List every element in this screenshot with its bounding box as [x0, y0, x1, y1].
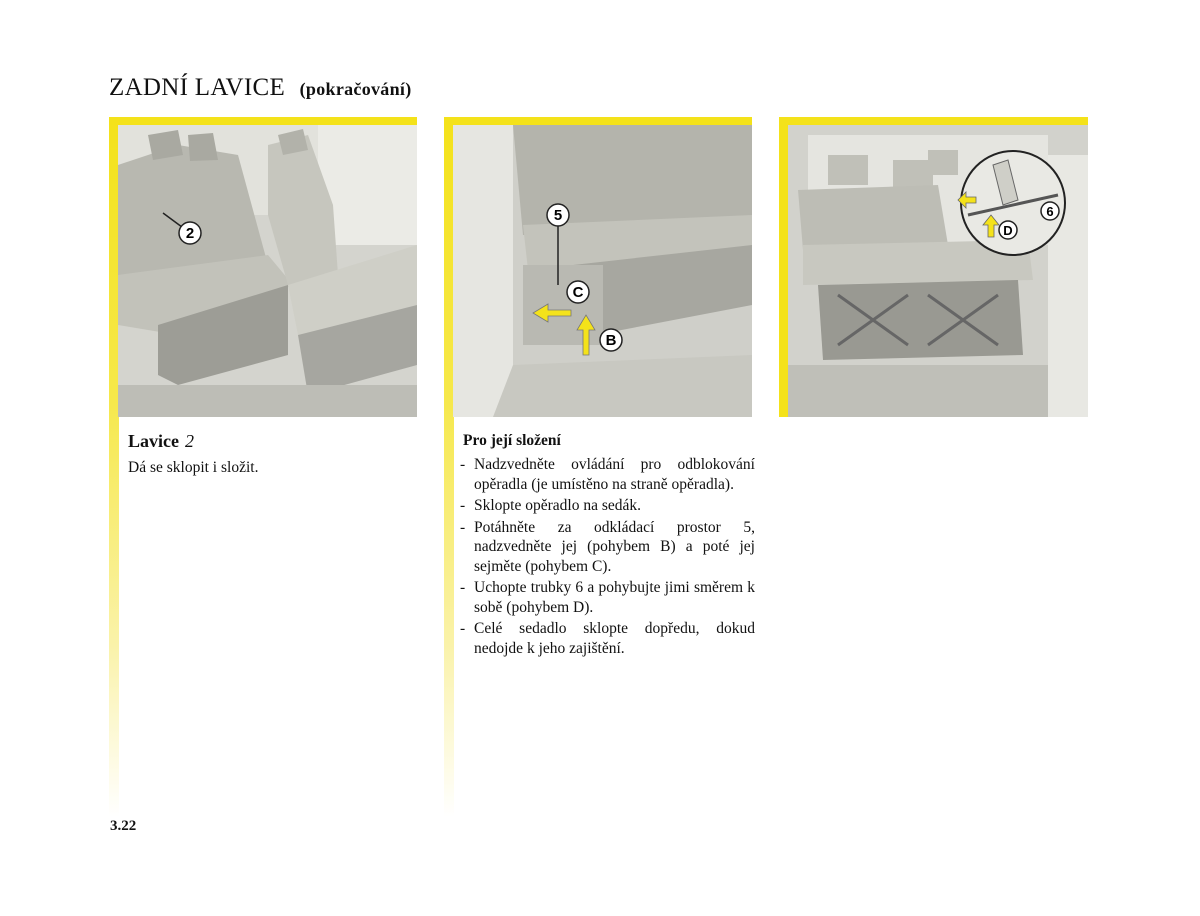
photo-bench-seat — [118, 125, 417, 417]
callout-C: C — [572, 284, 584, 301]
step-5 — [460, 619, 755, 658]
step-text: Sklopte opěradlo na sedák. — [474, 497, 642, 514]
step-text: Uchopte trubky 6 a pohybujte jimi směrem k sobě (pohybem D). — [474, 579, 755, 616]
step-text: Celé sedadlo sklopte dopředu, dokud nedojde k jeho zajištění. — [474, 620, 755, 657]
accent-bar-top-middle — [444, 117, 752, 125]
accent-bar-top-right — [779, 117, 1088, 125]
page-title-main: ZADNÍ LAVICE — [109, 74, 286, 101]
step-dash: - — [460, 579, 466, 596]
step-text: Nadzvedněte ovládání pro odblokování opěradla (je umístěno na straně opěradla). — [474, 456, 755, 493]
page-title — [109, 74, 412, 102]
step-dash: - — [460, 456, 466, 473]
step-3 — [460, 518, 755, 577]
photo-folded-seat — [788, 125, 1088, 417]
lavice-heading-ref: 2 — [185, 431, 194, 451]
step-1 — [460, 455, 755, 494]
callout-B: B — [605, 332, 617, 349]
lavice-description: Dá se sklopit i složit. — [128, 459, 259, 476]
step-text: Potáhněte za odkládací prostor 5, nadzvedněte jej (pohybem B) a poté jej sejměte (pohybem C). — [474, 518, 755, 575]
page-title-sub: (pokračování) — [299, 79, 412, 99]
step-2 — [460, 496, 755, 516]
step-dash: - — [460, 518, 466, 536]
step-4 — [460, 578, 755, 617]
callout-5: 5 — [553, 207, 563, 224]
accent-bar-top-left — [109, 117, 417, 125]
step-dash: - — [460, 497, 466, 514]
callout-6: 6 — [1046, 204, 1054, 219]
folding-heading: Pro její složení — [463, 432, 561, 449]
step-dash: - — [460, 620, 466, 637]
lavice-heading — [128, 431, 194, 452]
lavice-heading-text: Lavice — [128, 431, 179, 451]
callout-D: D — [1003, 223, 1013, 238]
page-number: 3.22 — [110, 818, 137, 834]
folding-steps — [460, 455, 755, 660]
callout-2: 2 — [185, 225, 195, 242]
photo-storage-box — [453, 125, 752, 417]
